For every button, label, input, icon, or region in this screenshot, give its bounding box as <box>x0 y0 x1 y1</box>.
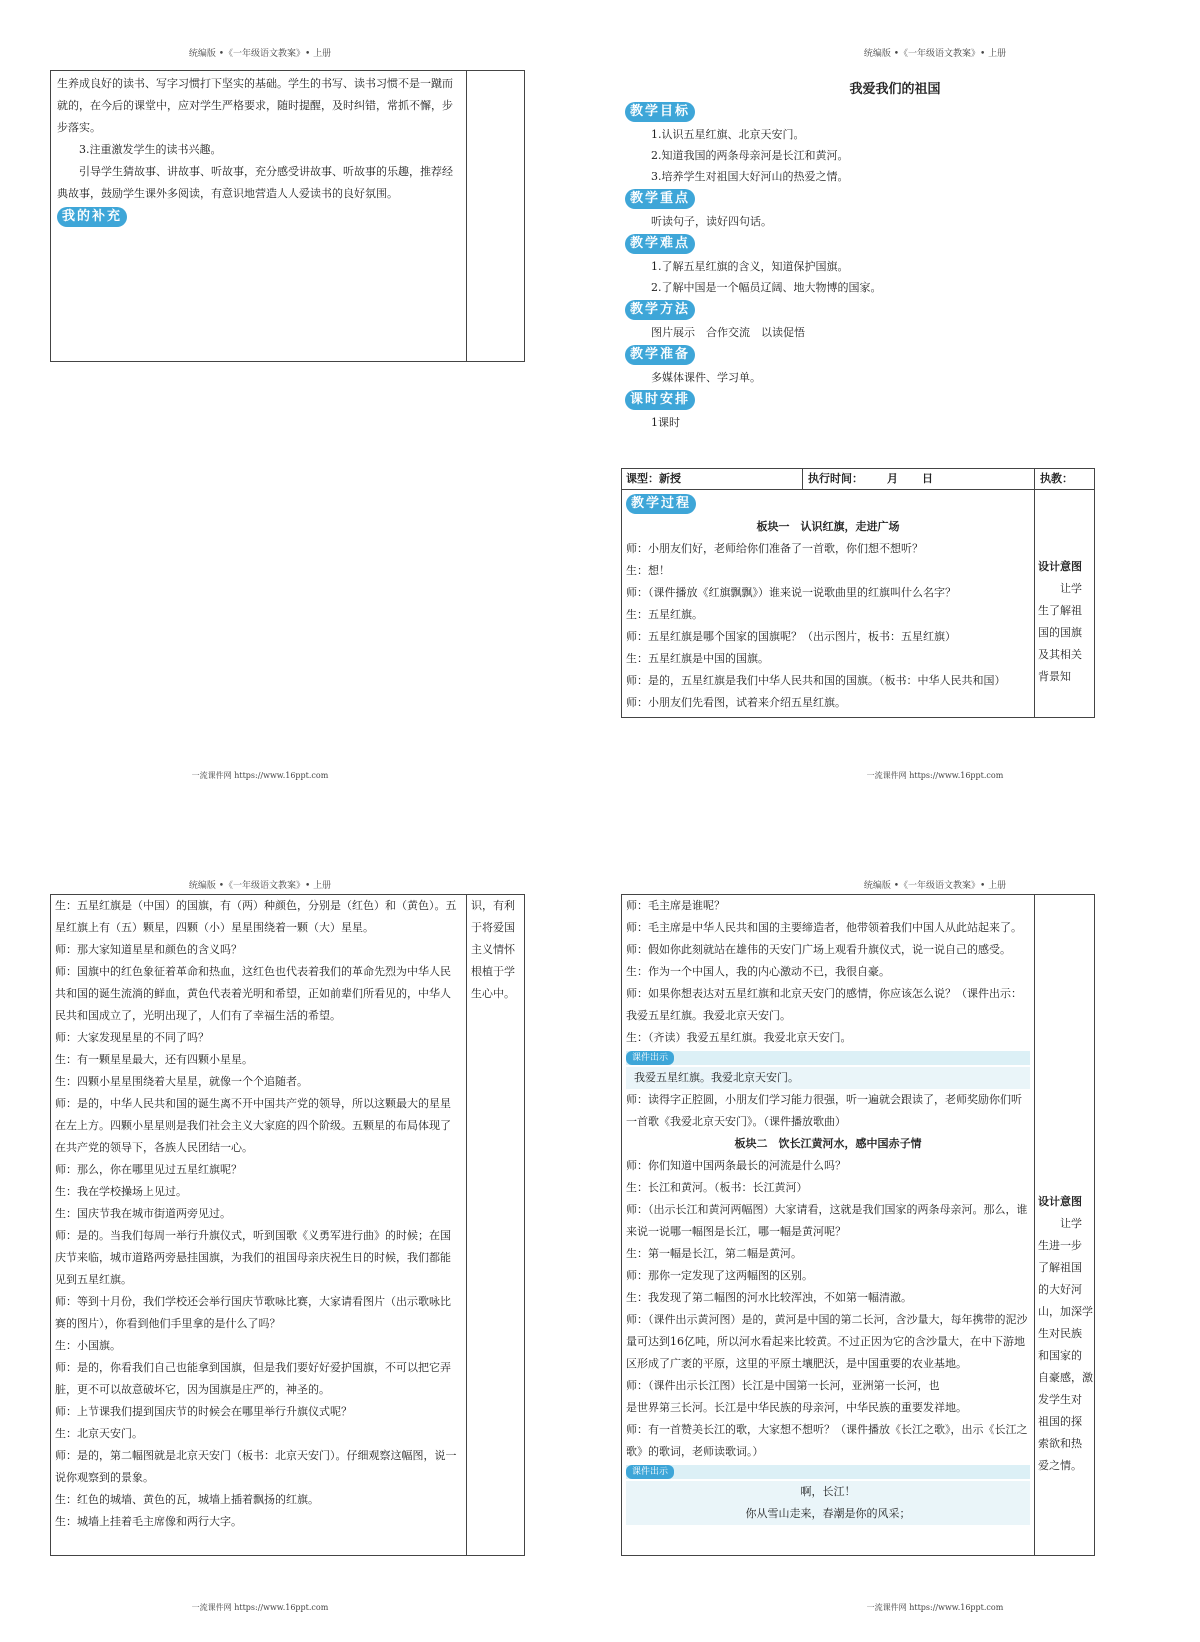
text-line: 师：那么，你在哪里见过五星红旗呢？ <box>55 1163 242 1176</box>
dialog-line: 生：五星红旗是中国的国旗。 <box>626 652 769 665</box>
design-intent-line: 的大好河 <box>1038 1283 1082 1296</box>
text-line: 师：上节课我们提到国庆节的时候会在哪里举行升旗仪式呢？ <box>55 1405 352 1418</box>
design-intent-line: 索欲和热 <box>1038 1437 1082 1450</box>
text-line: 师：是的，你看我们自己也能拿到国旗，但是我们要好好爱护国旗，不可以把它弄 <box>55 1361 451 1374</box>
block-title: 板块二 饮长江黄河水，感中国赤子情 <box>734 1137 922 1150</box>
design-intent-line: 和国家的 <box>1038 1349 1082 1362</box>
text-line: 生：五星红旗是（中国）的国旗，有（两）种颜色，分别是（红色）和（黄色）。五 <box>55 899 457 912</box>
text-line: 生：作为一个中国人，我的内心激动不已，我很自豪。 <box>626 965 890 978</box>
design-intent <box>1038 556 1094 688</box>
design-intent-line: 生对民族 <box>1038 1327 1082 1340</box>
text-line: 在共产党的领导下，各族人民团结一心。 <box>55 1141 253 1154</box>
design-intent-title: 设计意图 <box>1038 1195 1082 1208</box>
design-intent-line: 生进一步 <box>1038 1239 1082 1252</box>
page-header: 统编版 •《一年级语文教案》• 上册 <box>863 881 1007 891</box>
lesson-info-row <box>622 468 1094 490</box>
text-line: 就的，在今后的课堂中，应对学生严格要求，随时提醒，及时纠错，常抓不懈，步 <box>57 99 453 112</box>
body-text <box>55 895 465 1533</box>
dialog-line: 师：是的，五星红旗是我们中华人民共和国的国旗。（板书：中华人民共和国） <box>626 674 1006 687</box>
design-intent-line: 爱之情。 <box>1038 1459 1082 1472</box>
design-intent-line: 发学生对 <box>1038 1393 1082 1406</box>
text-line: 见到五星红旗。 <box>55 1273 132 1286</box>
text-line: 生养成良好的读书、写字习惯打下坚实的基础。学生的书写、读书习惯不是一蹴而 <box>57 77 453 90</box>
block-title: 板块一 认识红旗，走进广场 <box>756 520 900 533</box>
design-intent-line: 了解祖国 <box>1038 1261 1082 1274</box>
design-intent <box>1038 1191 1094 1477</box>
page-3 <box>30 862 570 1642</box>
text-line: 生：长江和黄河。（板书：长江黄河） <box>626 1181 808 1194</box>
text-line: 师：毛主席是谁呢？ <box>626 899 725 912</box>
section-badge-difficulties: 教学难点 <box>625 234 695 254</box>
design-intent-line: 山，加深学 <box>1038 1305 1093 1318</box>
text-line: 师：（出示长江和黄河两幅图）大家请看，这就是我们国家的两条母亲河。那么，谁 <box>626 1203 1028 1216</box>
text-line: 庆节来临，城市道路两旁悬挂国旗，为我们的祖国母亲庆祝生日的时候，我们都能 <box>55 1251 451 1264</box>
text-line: 星红旗上有（五）颗星，四颗（小）星星围绕着一颗（大）星星。 <box>55 921 374 934</box>
design-intent-line: 让学 <box>1038 1217 1082 1230</box>
section-badge-key-points: 教学重点 <box>625 189 695 209</box>
section-badge-supplement: 我的补充 <box>57 207 127 227</box>
text-line: 量可达到16亿吨，所以河水看起来比较黄。不过正因为它的含沙量大，在中下游地 <box>626 1335 1025 1348</box>
text-line: 民共和国成立了，光明出现了，人们有了幸福生活的希望。 <box>55 1009 341 1022</box>
courseware-tip-label: 课件出示 <box>626 1465 674 1479</box>
design-intent-line: 主义情怀 <box>471 943 515 956</box>
text-line: 生：城墙上挂着毛主席像和两行大字。 <box>55 1515 242 1528</box>
dialog-line: 师：五星红旗是哪个国家的国旗呢？（出示图片，板书：五星红旗） <box>626 630 956 643</box>
text-line: 我爱五星红旗。我爱北京天安门。 <box>626 1009 791 1022</box>
text-line: 赛的图片），你看到他们手里拿的是什么了吗？ <box>55 1317 281 1330</box>
objectives-area <box>625 100 1095 433</box>
design-intent-line: 国的国旗 <box>1038 626 1082 639</box>
preparation-item: 多媒体课件、学习单。 <box>651 371 761 384</box>
design-intent-title: 设计意图 <box>1038 560 1082 573</box>
design-intent-line: 识，有利 <box>471 899 515 912</box>
lesson-type: 课型：新授 <box>626 472 681 485</box>
text-line: 说你观察到的景象。 <box>55 1471 154 1484</box>
design-intent-line: 背景知 <box>1038 670 1071 683</box>
method-item: 图片展示 合作交流 以读促悟 <box>651 326 805 339</box>
text-line: 师：你们知道中国两条最长的河流是什么吗？ <box>626 1159 846 1172</box>
design-intent-line: 生心中。 <box>471 987 515 1000</box>
page-footer: 一流课件网 https://www.16ppt.com <box>866 771 1004 780</box>
dialog-line: 生：想！ <box>626 564 670 577</box>
design-intent-line: 生了解祖 <box>1038 604 1082 617</box>
text-line: 在左上方。四颗小星星则是我们社会主义大家庭的四个阶级。五颗星的布局体现了 <box>55 1119 451 1132</box>
difficulty-item: 1.了解五星红旗的含义，知道保护国旗。 <box>651 260 849 273</box>
page-4 <box>625 862 1165 1642</box>
body-text <box>626 895 1030 1525</box>
text-line: 生：小国旗。 <box>55 1339 121 1352</box>
dialog-line: 师：（课件播放《红旗飘飘》）谁来说一说歌曲里的红旗叫什么名字？ <box>626 586 956 599</box>
tip-text: 啊，长江！ <box>800 1485 856 1498</box>
text-line: 师：（课件出示长江图）长江是中国第一长河，亚洲第一长河，也 <box>626 1379 940 1392</box>
section-badge-process: 教学过程 <box>626 494 696 514</box>
text-line: 来说一说哪一幅图是长江，哪一幅是黄河呢？ <box>626 1225 846 1238</box>
courseware-tip-bar <box>626 1465 1030 1479</box>
text-line: 师：等到十月份，我们学校还会举行国庆节歌咏比赛，大家请看图片（出示歌咏比 <box>55 1295 451 1308</box>
text-line: 典故事，鼓励学生课外多阅读，有意识地营造人人爱读书的良好氛围。 <box>57 187 398 200</box>
design-intent-continued <box>471 895 523 1005</box>
text-line: 师：那大家知道星星和颜色的含义吗？ <box>55 943 242 956</box>
content-table <box>50 894 525 1556</box>
text-line: 师：是的，第二幅图就是北京天安门（板书：北京天安门）。仔细观察这幅图，说一 <box>55 1449 457 1462</box>
text-line: 歌》的歌词，老师读歌词。） <box>626 1445 764 1458</box>
schedule-item: 1课时 <box>651 416 680 429</box>
page-header: 统编版 •《一年级语文教案》• 上册 <box>863 49 1007 59</box>
page-footer: 一流课件网 https://www.16ppt.com <box>191 771 329 780</box>
text-line: 师：毛主席是中华人民共和国的主要缔造者，他带领着我们中国人从此站起来了。 <box>626 921 1022 934</box>
page-1 <box>30 30 570 810</box>
exec-time-label: 执行时间： <box>808 472 863 485</box>
objective-item: 1.认识五星红旗、北京天安门。 <box>651 128 805 141</box>
tip-text: 你从雪山走来，春潮是你的风采； <box>745 1507 911 1520</box>
lesson-title: 我爱我们的祖国 <box>849 82 941 97</box>
objective-item: 3.培养学生对祖国大好河山的热爱之情。 <box>651 170 849 183</box>
design-intent-line: 让学 <box>1038 582 1082 595</box>
page-footer: 一流课件网 https://www.16ppt.com <box>866 1603 1004 1612</box>
text-line: 师：是的，中华人民共和国的诞生离不开中国共产党的领导，所以这颗最大的星星 <box>55 1097 451 1110</box>
courseware-tip-box <box>626 1481 1030 1525</box>
text-line: 一首歌《我爱北京天安门》。（课件播放歌曲） <box>626 1115 846 1128</box>
dialog-line: 生：五星红旗。 <box>626 608 703 621</box>
courseware-tip-label: 课件出示 <box>626 1051 674 1065</box>
section-badge-schedule: 课时安排 <box>625 390 695 410</box>
courseware-tip-box <box>626 1067 1030 1089</box>
text-line: 区形成了广袤的平原，这里的平原土壤肥沃，是中国重要的农业基地。 <box>626 1357 967 1370</box>
exec-month: 月 <box>887 472 898 485</box>
text-line: 师：有一首赞美长江的歌，大家想不想听？（课件播放《长江之歌》，出示《长江之 <box>626 1423 1028 1436</box>
text-line: 生：四颗小星星围绕着大星星，就像一个个追随者。 <box>55 1075 308 1088</box>
text-line: 引导学生猜故事、讲故事、听故事，充分感受讲故事、听故事的乐趣，推荐经 <box>79 165 453 178</box>
content-table <box>50 70 525 362</box>
section-badge-methods: 教学方法 <box>625 300 695 320</box>
text-line: 师：大家发现星星的不同了吗？ <box>55 1031 209 1044</box>
text-line: 生：（齐读）我爱五星红旗。我爱北京天安门。 <box>626 1031 852 1044</box>
text-line: 生：红色的城墙、黄色的瓦，城墙上插着飘扬的红旗。 <box>55 1493 319 1506</box>
process-text <box>626 492 1030 714</box>
difficulty-item: 2.了解中国是一个幅员辽阔、地大物博的国家。 <box>651 281 882 294</box>
page-header: 统编版 •《一年级语文教案》• 上册 <box>188 881 332 891</box>
objective-item: 2.知道我国的两条母亲河是长江和黄河。 <box>651 149 849 162</box>
text-line: 共和国的诞生流淌的鲜血，黄色代表着光明和希望，正如前辈们所看见的，中华人 <box>55 987 451 1000</box>
text-line: 师：那你一定发现了这两幅图的区别。 <box>626 1269 813 1282</box>
courseware-tip-bar <box>626 1051 1030 1065</box>
text-line: 步落实。 <box>57 121 101 134</box>
tip-text: 我爱五星红旗。我爱北京天安门。 <box>634 1071 799 1084</box>
page-header: 统编版 •《一年级语文教案》• 上册 <box>188 49 332 59</box>
text-line: 师：国旗中的红色象征着革命和热血，这红色也代表着我们的革命先烈为中华人民 <box>55 965 451 978</box>
design-intent-line: 根植于学 <box>471 965 515 978</box>
text-line: 生：我发现了第二幅图的河水比较浑浊，不如第一幅清澈。 <box>626 1291 912 1304</box>
text-line: 脏，更不可以故意破坏它，因为国旗是庄严的，神圣的。 <box>55 1383 330 1396</box>
text-line: 师：是的。当我们每周一举行升旗仪式，听到国歌《义勇军进行曲》的时候；在国 <box>55 1229 451 1242</box>
text-line: 生：国庆节我在城市街道两旁见过。 <box>55 1207 231 1220</box>
page-2 <box>625 30 1165 810</box>
body-text <box>57 73 461 229</box>
text-line: 师：读得字正腔圆，小朋友们学习能力很强，听一遍就会跟读了，老师奖励你们听 <box>626 1093 1022 1106</box>
text-line: 生：有一颗星星最大，还有四颗小星星。 <box>55 1053 253 1066</box>
design-intent-line: 于将爱国 <box>471 921 515 934</box>
teacher-label: 执教： <box>1040 472 1073 485</box>
page-footer: 一流课件网 https://www.16ppt.com <box>191 1603 329 1612</box>
text-line: 生：我在学校操场上见过。 <box>55 1185 187 1198</box>
design-intent-line: 自豪感，激 <box>1038 1371 1093 1384</box>
text-line: 师：假如你此刻就站在雄伟的天安门广场上观看升旗仪式，说一说自己的感受。 <box>626 943 1011 956</box>
dialog-line: 师：小朋友们先看图，试着来介绍五星红旗。 <box>626 696 846 709</box>
text-line: 生：北京天安门。 <box>55 1427 143 1440</box>
text-line: 3.注重激发学生的读书兴趣。 <box>79 143 222 156</box>
section-badge-preparation: 教学准备 <box>625 345 695 365</box>
dialog-line: 师：小朋友们好，老师给你们准备了一首歌，你们想不想听？ <box>626 542 923 555</box>
exec-day: 日 <box>922 472 933 485</box>
text-line: 是世界第三长河。长江是中华民族的母亲河，中华民族的重要发祥地。 <box>626 1401 967 1414</box>
content-table <box>621 894 1095 1556</box>
text-line: 师：（课件出示黄河图）是的，黄河是中国的第二长河，含沙量大，每年携带的泥沙 <box>626 1313 1028 1326</box>
text-line: 生：第一幅是长江，第二幅是黄河。 <box>626 1247 802 1260</box>
key-point-item: 听读句子，读好四句话。 <box>651 215 772 228</box>
text-line: 师：如果你想表达对五星红旗和北京天安门的感情，你应该怎么说？（课件出示： <box>626 987 1022 1000</box>
design-intent-line: 及其相关 <box>1038 648 1082 661</box>
process-table <box>621 468 1095 718</box>
section-badge-objectives: 教学目标 <box>625 102 695 122</box>
design-intent-line: 祖国的探 <box>1038 1415 1082 1428</box>
